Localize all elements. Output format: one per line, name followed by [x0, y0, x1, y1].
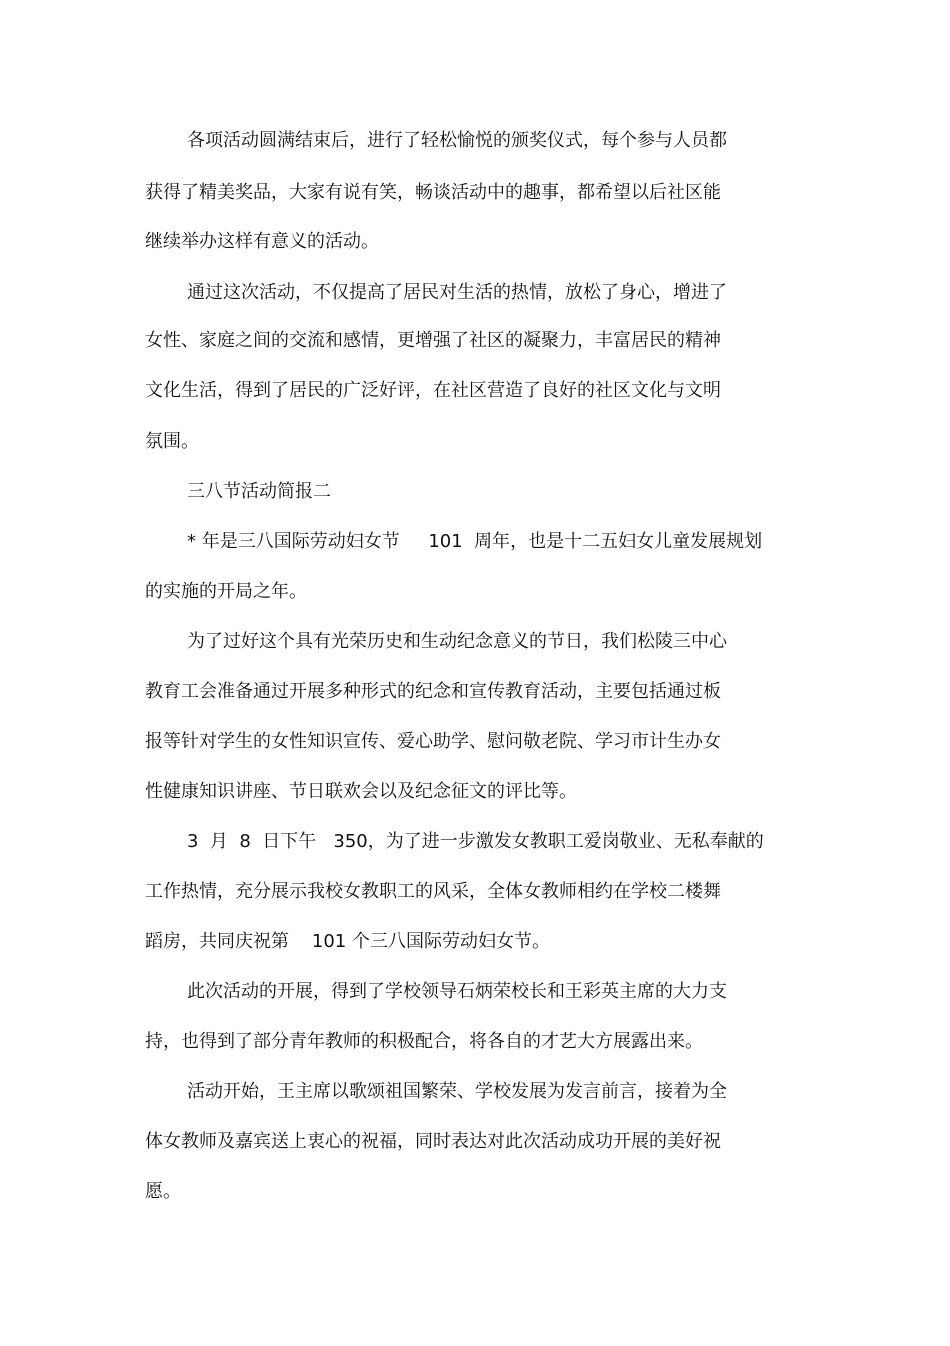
paragraph-line: 的实施的开局之年。 — [145, 581, 307, 602]
paragraph-line: 各项活动圆满结束后，进行了轻松愉悦的颁奖仪式，每个参与人员都 — [187, 130, 727, 151]
paragraph-line: 此次活动的开展，得到了学校领导石炳荣校长和王彩英主席的大力支 — [187, 981, 727, 1002]
paragraph-line: 愿。 — [145, 1181, 181, 1202]
paragraph-line: 报等针对学生的女性知识宣传、爱心助学、慰问敬老院、学习市计生办女 — [145, 731, 721, 752]
paragraph-line: 工作热情，充分展示我校女教职工的风采，全体女教师相约在学校二楼舞 — [145, 881, 721, 902]
paragraph-line: 体女教师及嘉宾送上衷心的祝福，同时表达对此次活动成功开展的美好祝 — [145, 1131, 721, 1152]
paragraph-line: 为了过好这个具有光荣历史和生动纪念意义的节日，我们松陵三中心 — [187, 631, 727, 652]
paragraph-line: 持，也得到了部分青年教师的积极配合，将各自的才艺大方展露出来。 — [145, 1031, 703, 1052]
paragraph-line: 氛围。 — [145, 431, 199, 452]
section-heading: 三八节活动简报二 — [187, 481, 331, 502]
paragraph-line: 3 月 8 日下午 350，为了进一步激发女教职工爱岗敬业、无私奉献的 — [187, 831, 764, 852]
paragraph-line: 继续举办这样有意义的活动。 — [145, 231, 379, 252]
paragraph-line: 文化生活，得到了居民的广泛好评，在社区营造了良好的社区文化与文明 — [145, 380, 721, 401]
paragraph-line: * 年是三八国际劳动妇女节 101 周年，也是十二五妇女儿童发展规划 — [187, 531, 763, 552]
paragraph-line: 通过这次活动，不仅提高了居民对生活的热情，放松了身心，增进了 — [187, 282, 727, 303]
paragraph-line: 获得了精美奖品，大家有说有笑，畅谈活动中的趣事，都希望以后社区能 — [145, 182, 721, 203]
paragraph-line: 性健康知识讲座、节日联欢会以及纪念征文的评比等。 — [145, 781, 577, 802]
paragraph-line: 女性、家庭之间的交流和感情，更增强了社区的凝聚力，丰富居民的精神 — [145, 330, 721, 351]
paragraph-line: 教育工会准备通过开展多种形式的纪念和宣传教育活动，主要包括通过板 — [145, 681, 721, 702]
paragraph-line: 活动开始，王主席以歌颂祖国繁荣、学校发展为发言前言，接着为全 — [187, 1081, 727, 1102]
paragraph-line: 蹈房，共同庆祝第 101 个三八国际劳动妇女节。 — [145, 931, 550, 952]
